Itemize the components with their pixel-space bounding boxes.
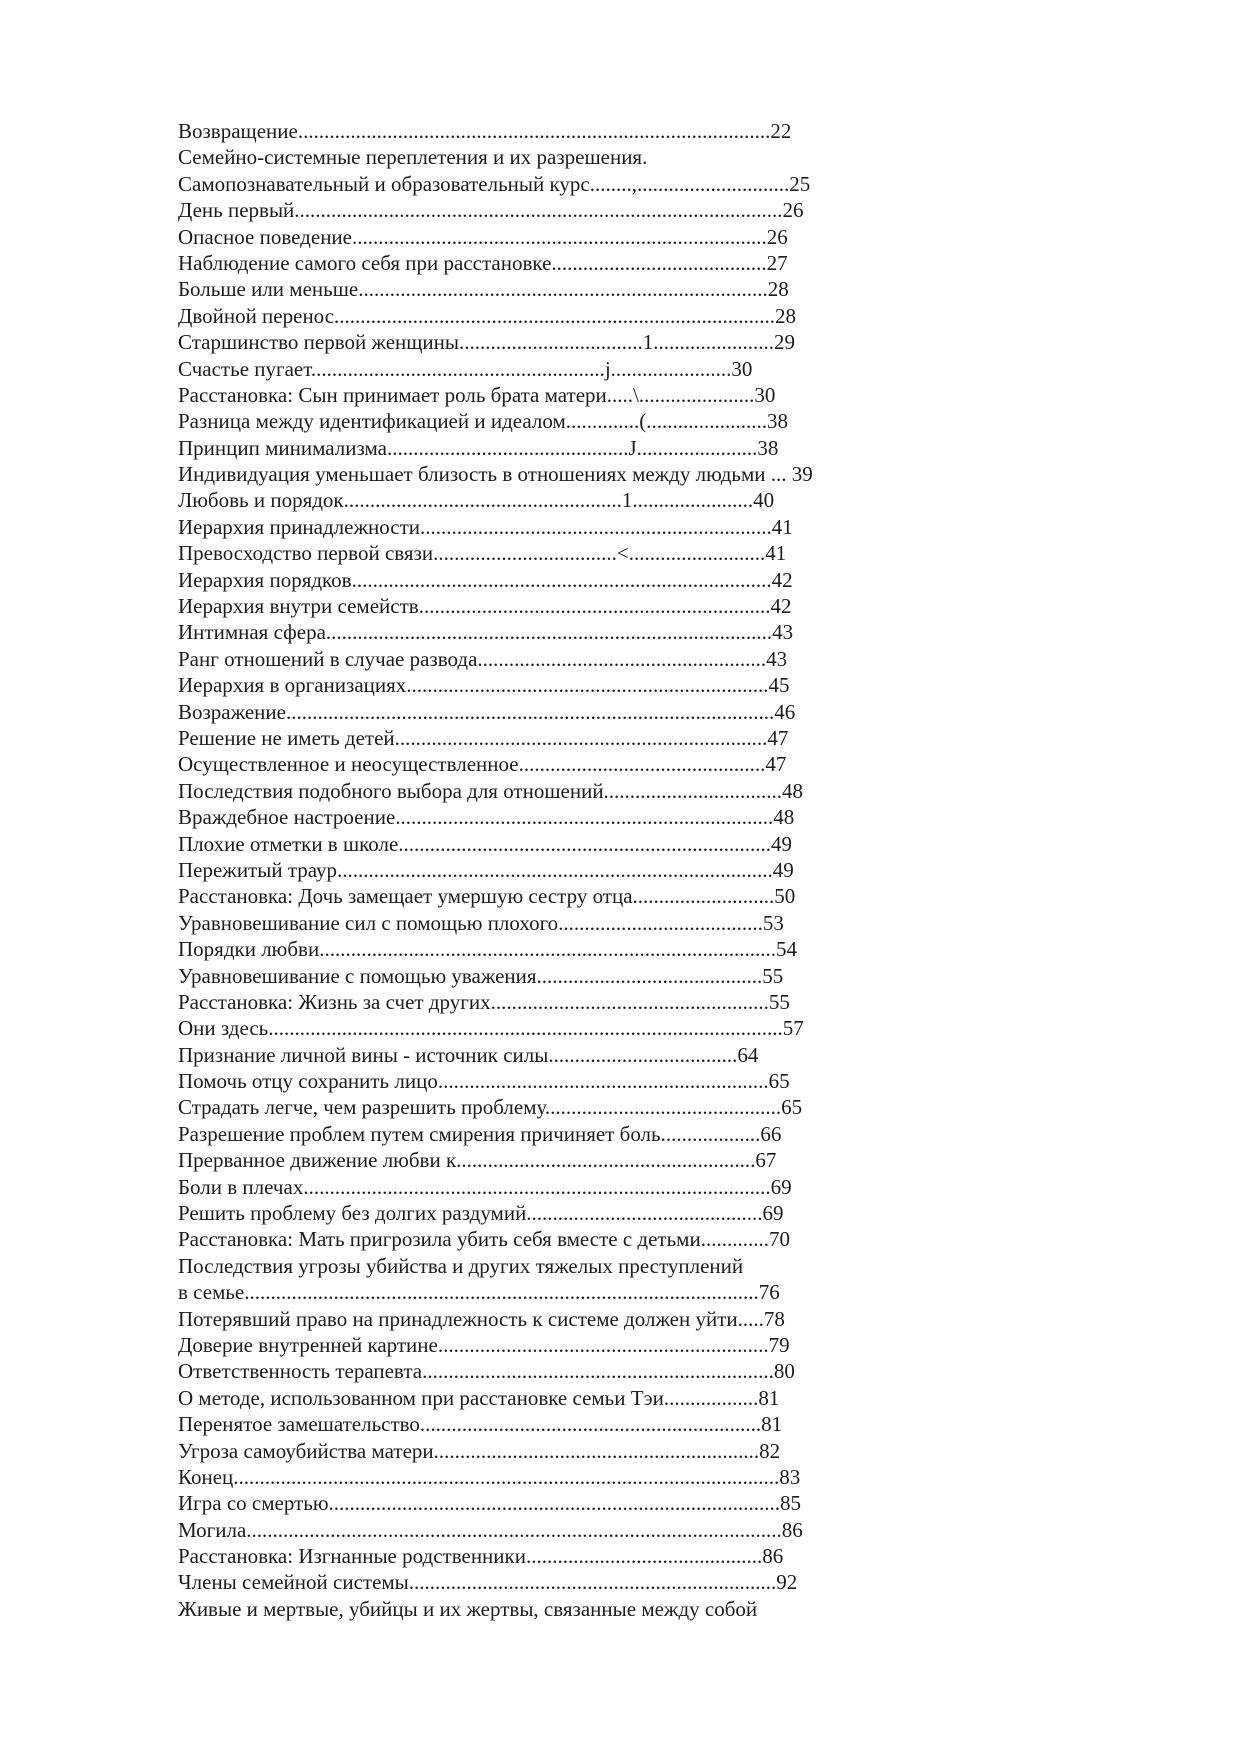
toc-entry: Порядки любви.......................................................................................54: [178, 937, 797, 962]
toc-entry: Потерявший право на принадлежность к системе должен уйти.....78: [178, 1306, 785, 1331]
toc-entry: Пережитый траур...................................................................................49: [178, 857, 794, 882]
toc-entry: Члены семейной системы......................................................................92: [178, 1570, 798, 1595]
toc-entry: Могила......................................................................................................86: [178, 1517, 803, 1542]
toc-entry: Больше или меньше..............................................................................28: [178, 277, 789, 302]
toc-entry: Разрешение проблем путем смирения причиняет боль...................66: [178, 1121, 782, 1146]
toc-entry: Принцип минимализма..............................................J.......................38: [178, 435, 779, 460]
toc-entry: Расстановка: Мать пригрозила убить себя вместе с детьми.............70: [178, 1227, 790, 1252]
toc-entry: Уравновешивание сил с помощью плохого.......................................53: [178, 910, 784, 935]
toc-entry: Иерархия принадлежности...................................................................41: [178, 514, 793, 539]
toc-entry: Ответственность терапевта...................................................................80: [178, 1359, 795, 1384]
toc-entry: Иерархия порядков................................................................................42: [178, 567, 793, 592]
toc-entry: Интимная сфера.....................................................................................43: [178, 620, 794, 645]
toc-entry: Враждебное настроение........................................................................48: [178, 805, 795, 830]
toc-entry: Страдать легче, чем разрешить проблему.............................................65: [178, 1095, 803, 1120]
toc-entry: Иерархия внутри семейств...................................................................42: [178, 594, 792, 619]
toc-entry: Разница между идентификацией и идеалом..............(.......................38: [178, 409, 788, 434]
toc-entry: Живые и мертвые, убийцы и их жертвы, связанные между собой: [178, 1596, 758, 1621]
toc-entry: Уравновешивание с помощью уважения...........................................55: [178, 963, 784, 988]
toc-entry: Помочь отцу сохранить лицо...............................................................65: [178, 1069, 790, 1094]
toc-entry: Опасное поведение...............................................................................26: [178, 224, 788, 249]
toc-entry: Расстановка: Жизнь за счет других.....................................................55: [178, 989, 790, 1014]
toc-entry: Любовь и порядок.....................................................1.......................40: [178, 488, 775, 513]
toc-entry: Превосходство первой связи...................................<..........................41: [178, 541, 787, 566]
toc-entry: Прерванное движение любви к.........................................................67: [178, 1148, 777, 1173]
toc-entry: Наблюдение самого себя при расстановке.........................................27: [178, 250, 788, 275]
toc-entry: Перенятое замешательство.................................................................81: [178, 1412, 783, 1437]
toc-entry: Ранг отношений в случае развода.......................................................43: [178, 646, 788, 671]
toc-entry: Они здесь..................................................................................................57: [178, 1016, 804, 1041]
toc-entry: Конец........................................................................................................83: [178, 1464, 801, 1489]
toc-entry: Осуществленное и неосуществленное...............................................47: [178, 752, 787, 777]
toc-entry: День первый.............................................................................................26: [178, 198, 804, 223]
toc-entry: в семье..................................................................................................76: [178, 1280, 780, 1305]
toc-entry: Старшинство первой женщины...................................1.......................29: [178, 330, 796, 355]
toc-entry: Последствия угрозы убийства и других тяжелых преступлений: [178, 1253, 744, 1278]
toc-entry: О методе, использованном при расстановке семьи Тэи..................81: [178, 1385, 780, 1410]
toc-entry: Возражение.............................................................................................46: [178, 699, 796, 724]
toc-entry: Индивидуация уменьшает близость в отношениях между людьми ... 39: [178, 462, 813, 487]
toc-entry: Решить проблему без долгих раздумий.............................................69: [178, 1201, 784, 1226]
toc-entry: Расстановка: Сын принимает роль брата матери.....\......................30: [178, 382, 776, 407]
toc-entry: Игра со смертью......................................................................................85: [178, 1491, 802, 1516]
toc-entry: Решение не иметь детей.......................................................................47: [178, 725, 789, 750]
toc-entry: Последствия подобного выбора для отношений..................................48: [178, 778, 804, 803]
toc-entry: Доверие внутренней картине...............................................................79: [178, 1332, 790, 1357]
toc-entry: Двойной перенос....................................................................................28: [178, 303, 797, 328]
table-of-contents: [178, 118, 1218, 1622]
toc-entry: Семейно-системные переплетения и их разрешения.: [178, 145, 648, 170]
toc-entry: Иерархия в организациях.....................................................................45: [178, 673, 790, 698]
toc-entry: Угроза самоубийства матери..............................................................82: [178, 1438, 781, 1463]
toc-entry: Боли в плечах.........................................................................................69: [178, 1174, 792, 1199]
toc-entry: Признание личной вины - источник силы....................................64: [178, 1042, 759, 1067]
toc-entry: Возвращение..........................................................................................22: [178, 119, 792, 143]
toc-entry: Плохие отметки в школе.......................................................................49: [178, 831, 793, 856]
toc-entry: Самопознавательный и образовательный курс........,.............................25: [178, 171, 811, 196]
toc-entry: Расстановка: Изгнанные родственники.............................................86: [178, 1544, 784, 1569]
toc-entry: Счастье пугает........................................................j.......................30: [178, 356, 753, 381]
toc-entry: Расстановка: Дочь замещает умершую сестру отца...........................50: [178, 884, 796, 909]
